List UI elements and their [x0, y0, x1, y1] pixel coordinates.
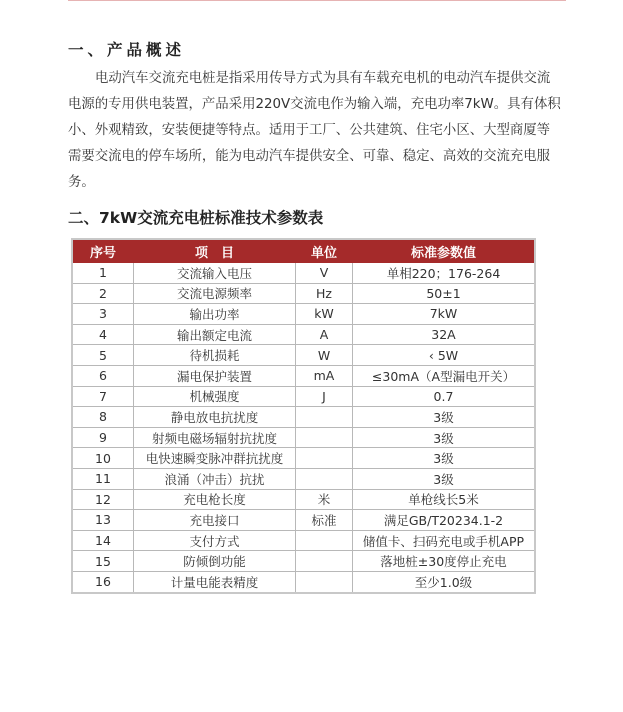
table-row	[72, 345, 535, 366]
table-row	[72, 551, 535, 572]
row-number: 8	[72, 407, 134, 428]
item-name: 计量电能表精度	[134, 571, 296, 592]
standard-value: 储值卡、扫码充电或手机APP	[353, 530, 536, 551]
unit: W	[296, 345, 353, 366]
standard-value: 3级	[353, 407, 536, 428]
table-row	[72, 510, 535, 531]
column-header: 标准参数值	[353, 239, 536, 263]
item-name: 浪涌（冲击）抗扰	[134, 468, 296, 489]
standard-value: 50±1	[353, 283, 536, 304]
item-name: 输出额定电流	[134, 324, 296, 345]
row-number: 9	[72, 427, 134, 448]
unit	[296, 468, 353, 489]
standard-value: 单相220；176-264	[353, 263, 536, 284]
item-name: 机械强度	[134, 386, 296, 407]
standard-value: ‹ 5W	[353, 345, 536, 366]
paragraph-line: 小、外观精致，安装便捷等特点。适用于工厂、公共建筑、住宅小区、大型商厦等	[68, 123, 551, 138]
row-number: 12	[72, 489, 134, 510]
table-row	[72, 448, 535, 469]
unit: 米	[296, 489, 353, 510]
unit	[296, 407, 353, 428]
unit	[296, 551, 353, 572]
item-name: 充电接口	[134, 510, 296, 531]
item-name: 防倾倒功能	[134, 551, 296, 572]
standard-value: 0.7	[353, 386, 536, 407]
paragraph-line: 电动汽车交流充电桩是指采用传导方式为具有车载充电机的电动汽车提供交流	[95, 71, 551, 86]
row-number: 16	[72, 571, 134, 592]
item-name: 静电放电抗扰度	[134, 407, 296, 428]
section-title-params: 二、7kW交流充电桩标准技术参数表	[68, 209, 324, 227]
unit	[296, 448, 353, 469]
section-title-overview: 一、产品概述	[68, 41, 186, 59]
table-row	[72, 468, 535, 489]
item-name: 电快速瞬变脉冲群抗扰度	[134, 448, 296, 469]
row-number: 15	[72, 551, 134, 572]
column-header: 单位	[296, 239, 353, 263]
unit	[296, 530, 353, 551]
row-number: 1	[72, 263, 134, 284]
standard-value: 7kW	[353, 304, 536, 325]
row-number: 14	[72, 530, 134, 551]
overview-paragraph	[68, 66, 568, 196]
unit: mA	[296, 365, 353, 386]
column-header: 序号	[72, 239, 134, 263]
table-row	[72, 386, 535, 407]
unit	[296, 571, 353, 592]
table-row	[72, 263, 535, 284]
item-name: 充电枪长度	[134, 489, 296, 510]
standard-value: 32A	[353, 324, 536, 345]
item-name: 射频电磁场辐射抗扰度	[134, 427, 296, 448]
table-row	[72, 530, 535, 551]
row-number: 4	[72, 324, 134, 345]
table-row	[72, 489, 535, 510]
standard-value: 3级	[353, 427, 536, 448]
paragraph-line: 务。	[68, 175, 95, 190]
standard-value: ≤30mA（A型漏电开关）	[353, 365, 536, 386]
item-name: 支付方式	[134, 530, 296, 551]
unit: A	[296, 324, 353, 345]
paragraph-line: 电源的专用供电装置，产品采用220V交流电作为输入端，充电功率7kW。具有体积	[68, 97, 561, 112]
row-number: 5	[72, 345, 134, 366]
item-name: 待机损耗	[134, 345, 296, 366]
row-number: 13	[72, 510, 134, 531]
table-row	[72, 324, 535, 345]
standard-value: 3级	[353, 448, 536, 469]
table-row	[72, 571, 535, 592]
column-header: 项 目	[134, 239, 296, 263]
table-row	[72, 365, 535, 386]
unit	[296, 427, 353, 448]
unit: Hz	[296, 283, 353, 304]
standard-value: 满足GB/T20234.1-2	[353, 510, 536, 531]
item-name: 输出功率	[134, 304, 296, 325]
unit: 标准	[296, 510, 353, 531]
row-number: 2	[72, 283, 134, 304]
standard-value: 落地桩±30度停止充电	[353, 551, 536, 572]
table-row	[72, 407, 535, 428]
row-number: 6	[72, 365, 134, 386]
item-name: 漏电保护装置	[134, 365, 296, 386]
row-number: 7	[72, 386, 134, 407]
spec-table	[71, 238, 536, 594]
row-number: 11	[72, 468, 134, 489]
item-name: 交流电源频率	[134, 283, 296, 304]
table-row	[72, 304, 535, 325]
standard-value: 至少1.0级	[353, 571, 536, 592]
row-number: 10	[72, 448, 134, 469]
unit: J	[296, 386, 353, 407]
unit: V	[296, 263, 353, 284]
row-number: 3	[72, 304, 134, 325]
item-name: 交流输入电压	[134, 263, 296, 284]
top-divider	[68, 0, 566, 1]
standard-value: 单枪线长5米	[353, 489, 536, 510]
paragraph-line: 需要交流电的停车场所，能为电动汽车提供安全、可靠、稳定、高效的交流充电服	[68, 149, 551, 164]
unit: kW	[296, 304, 353, 325]
table-row	[72, 427, 535, 448]
table-row	[72, 283, 535, 304]
standard-value: 3级	[353, 468, 536, 489]
